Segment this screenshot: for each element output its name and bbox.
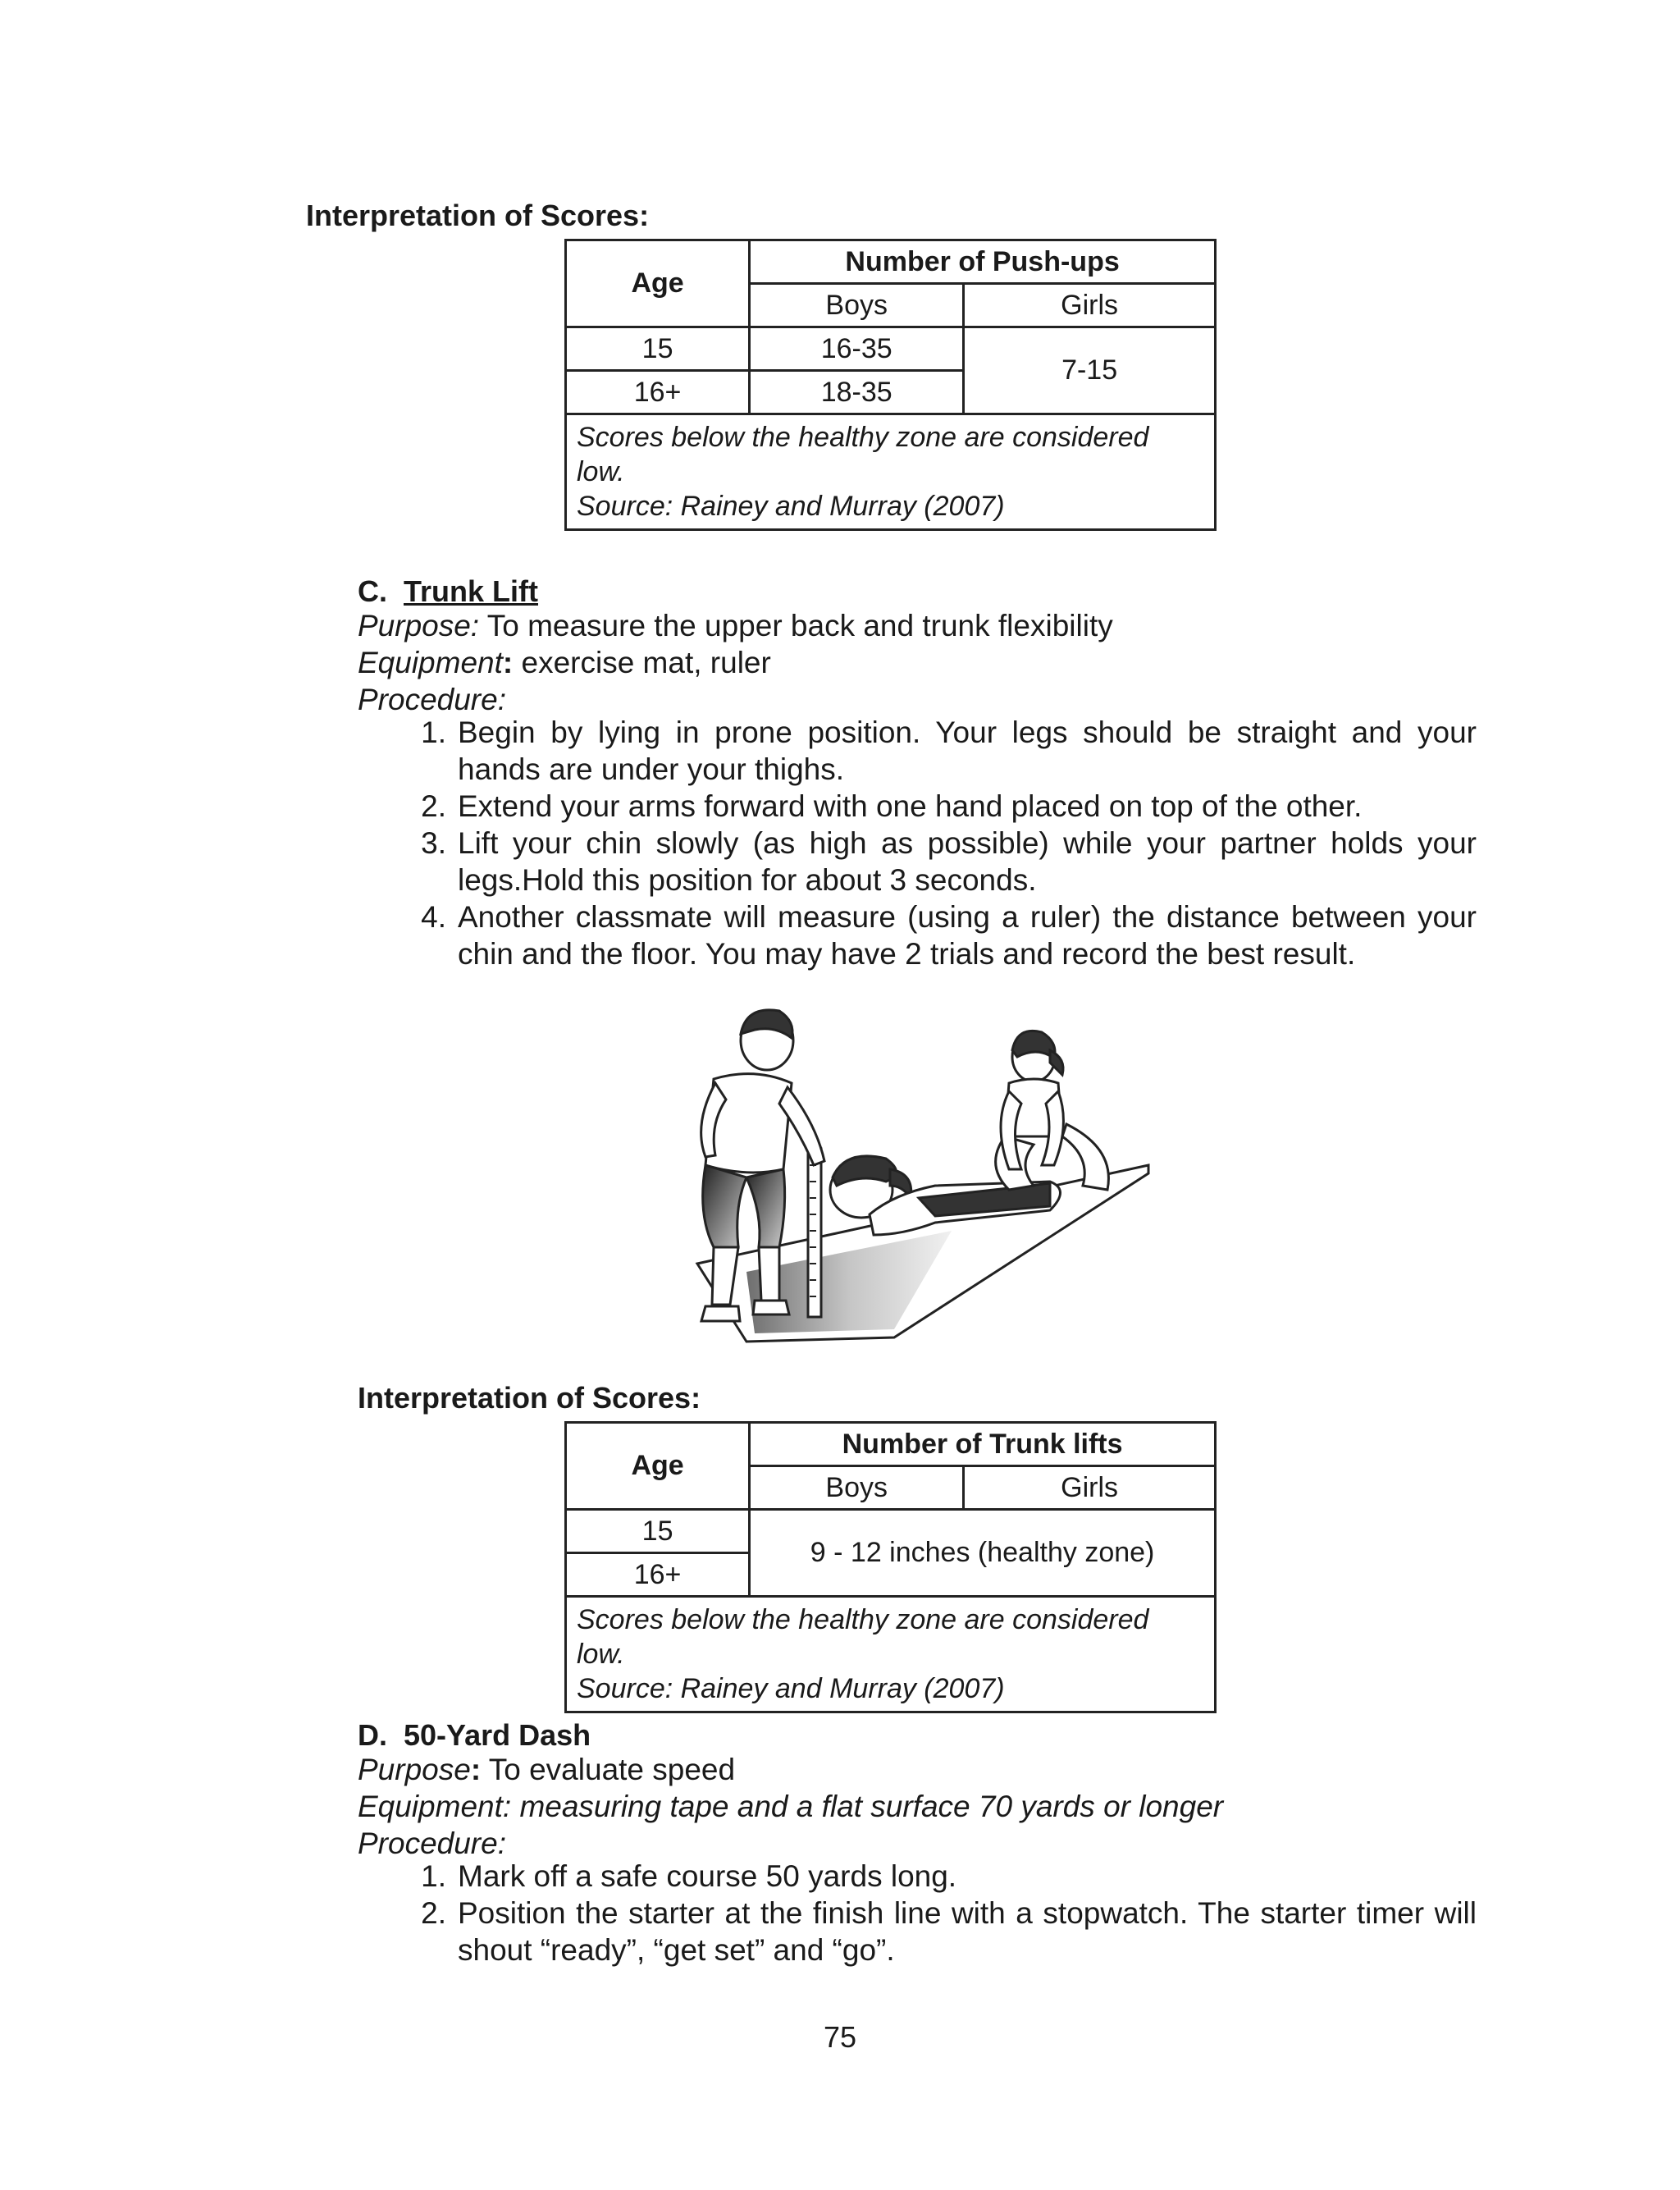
page-number: 75 [823,2020,857,2054]
section-name: 50-Yard Dash [404,1718,591,1752]
list-item: 1. Mark off a safe course 50 yards long. [421,1859,957,1893]
ruler-shape [808,1149,821,1317]
list-item: 2. Position the starter at the finish line with a stopwatch. The starter timer will shout “ready”, “get set” and “go”. [421,1896,1477,1967]
purpose-text: To evaluate speed [481,1753,736,1786]
list-item: 3. Lift your chin slowly (as high as possible) while your partner holds your legs.Hold this position for about 3 seconds. [421,826,1477,897]
note-low: Scores below the healthy zone are considered low. [577,422,1149,487]
col-number-of-trunk-lifts: Number of Trunk lifts [750,1423,1216,1466]
table-note [566,1597,1216,1712]
equipment-line [358,644,1490,681]
boys-cell: 18-35 [750,371,964,414]
trunk-lift-info [358,607,1490,718]
equipment-text: exercise mat, ruler [513,646,771,679]
col-boys: Boys [750,1466,964,1510]
age-cell: 16+ [566,1553,750,1597]
procedure-label: Procedure: [358,1827,506,1860]
purpose-line [358,607,1490,644]
girls-cell: 7-15 [964,327,1216,414]
kneeling-girl-figure [996,1031,1109,1190]
purpose-label: Purpose [358,1753,471,1786]
purpose-colon: : [470,1753,482,1786]
section-title-50-yard-dash [358,1718,591,1753]
equipment-label: Equipment [358,646,503,679]
trunk-score-table [564,1421,1217,1713]
section-name: Trunk Lift [404,574,539,608]
table-row [566,1510,1216,1553]
procedure-label: Procedure: [358,683,506,716]
section-letter: C. [358,574,387,608]
list-item: 2. Extend your arms forward with one hand placed on top of the other. [421,789,1363,823]
col-girls: Girls [964,1466,1216,1510]
equipment-colon: : [502,646,514,679]
col-girls: Girls [964,284,1216,327]
trunk-lift-steps [400,714,1477,972]
trunk-lift-illustration [623,1001,1165,1346]
purpose-label: Purpose: [358,609,480,642]
age-cell: 16+ [566,371,750,414]
purpose-line [358,1751,1490,1788]
list-item: 4. Another classmate will measure (using a ruler) the distance between your chin and the floor. You may have 2 trials and record the best result. [421,900,1477,971]
note-low: Scores below the healthy zone are considered low. [577,1604,1149,1670]
boys-cell: 16-35 [750,327,964,371]
purpose-text: To measure the upper back and trunk flexibility [479,609,1113,642]
trunk-table-heading: Interpretation of Scores: [358,1381,701,1415]
pushups-score-table [564,239,1217,531]
list-item: 1. Begin by lying in prone position. Your legs should be straight and your hands are under your thighs. [421,716,1477,786]
table-row [566,327,1216,371]
age-cell: 15 [566,327,750,371]
col-age: Age [566,1423,750,1510]
section-letter: D. [358,1718,387,1752]
note-source: Source: Rainey and Murray (2007) [577,1673,1005,1704]
age-cell: 15 [566,1510,750,1553]
col-age: Age [566,240,750,327]
table-note [566,414,1216,530]
note-source: Source: Rainey and Murray (2007) [577,491,1005,522]
section-title-trunk-lift [358,574,538,609]
dash-info [358,1751,1490,1862]
equipment-line: Equipment: measuring tape and a flat surface 70 yards or longer [358,1790,1224,1823]
pushups-heading: Interpretation of Scores: [306,199,650,232]
dash-steps [400,1858,1477,1968]
col-number-of-pushups: Number of Push-ups [750,240,1216,284]
healthy-zone-cell: 9 - 12 inches (healthy zone) [750,1510,1216,1597]
col-boys: Boys [750,284,964,327]
